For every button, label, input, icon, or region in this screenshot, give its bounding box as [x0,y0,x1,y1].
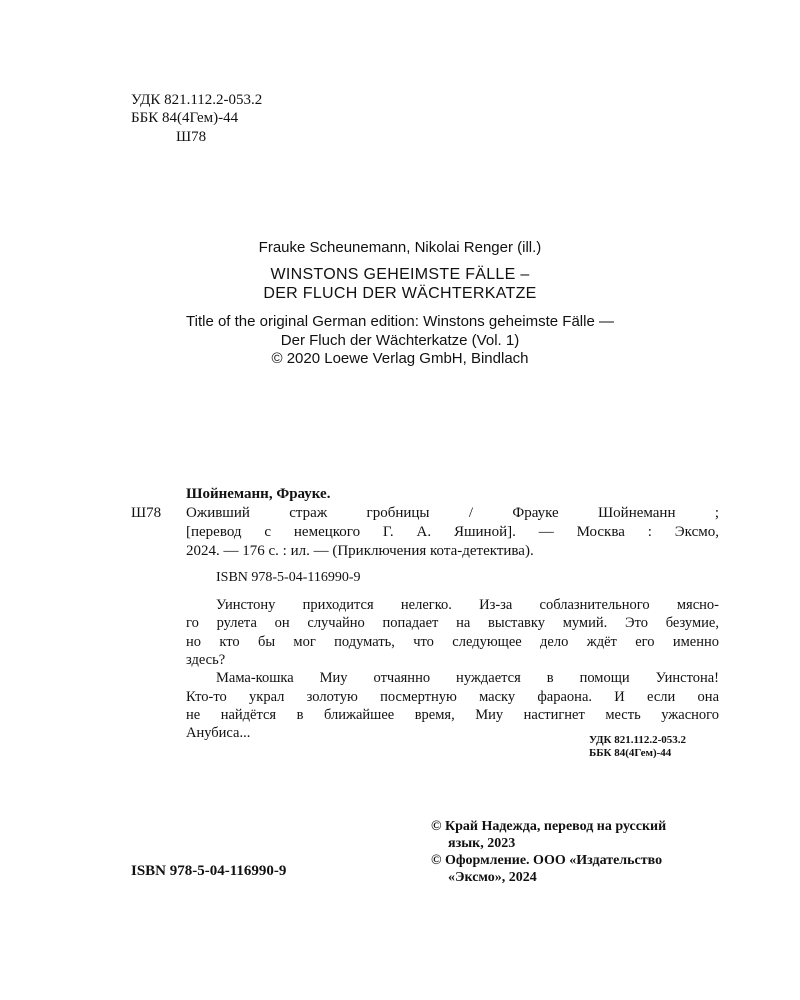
author-sign: Ш78 [176,129,207,145]
annotation-line: Мама-кошка Миу отчаянно нуждается в помощи Уинстона! [216,670,719,686]
original-info-line1: Title of the original German edition: Winstons geheimste Fälle — [186,313,614,330]
annotation-line: Кто-то украл золотую посмертную маску фараона. И если она [186,689,719,705]
card-description-line: [перевод с немецкого Г. А. Яшиной]. — Москва : Эксмо, [186,524,719,540]
annotation-line: Анубиса... [186,725,251,741]
udk-code: УДК 821.112.2-053.2 [131,92,263,108]
annotation-line: здесь? [186,652,226,668]
original-title-line1: WINSTONS GEHEIMSTE FÄLLE – [270,266,530,283]
copyright-design: © Оформление. ООО «Издательство [431,853,663,868]
card-description-line: 2024. — 176 с. : ил. — (Приключения кота-детектива). [186,543,534,559]
bbk-code: ББК 84(4Гем)-44 [131,110,239,126]
card-isbn: ISBN 978-5-04-116990-9 [216,570,361,585]
copyright-design-cont: «Эксмо», 2024 [448,870,537,885]
original-copyright: © 2020 Loewe Verlag GmbH, Bindlach [271,350,529,367]
card-author: Шойнеманн, Фрауке. [186,486,331,502]
annotation-line: Уинстону приходится нелегко. Из-за соблазнительного мясно- [216,597,719,613]
card-bbk-small: ББК 84(4Гем)-44 [589,747,672,759]
card-author-sign: Ш78 [131,505,162,521]
annotation-line: не найдётся в ближайшее время, Миу настигнет месть ужасного [186,707,719,723]
copyright-translation-cont: язык, 2023 [448,836,516,851]
card-description-line: Оживший страж гробницы / Фрауке Шойнеманн ; [186,505,719,521]
original-info-line2: Der Fluch der Wächterkatze (Vol. 1) [280,332,520,349]
card-udk-small: УДК 821.112.2-053.2 [589,734,687,746]
original-title-line2: DER FLUCH DER WÄCHTERKATZE [263,285,537,302]
annotation-line: но кто бы мог подумать, что следующее дело ждёт его именно [186,634,719,650]
original-authors: Frauke Scheunemann, Nikolai Renger (ill.) [258,239,542,256]
copyright-translation: © Край Надежда, перевод на русский [431,819,667,834]
isbn-bottom: ISBN 978-5-04-116990-9 [131,863,287,879]
annotation-line: го рулета он случайно попадает на выставку мумий. Это безумие, [186,615,719,631]
